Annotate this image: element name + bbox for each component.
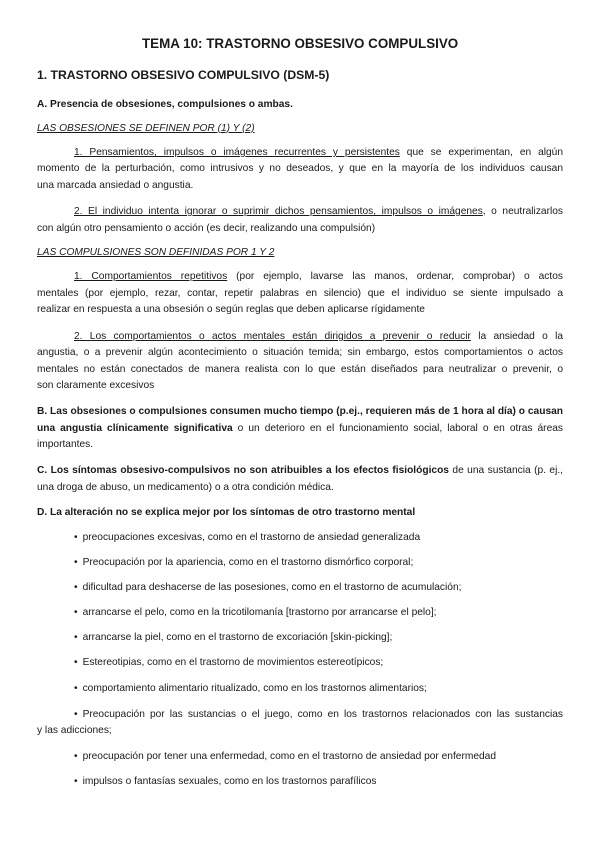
list-item-text: arrancarse el pelo, como en la tricotilomanía [trastorno por arrancarse el pelo];	[82, 607, 437, 618]
compulsion-2-line-3: mentales no están conectados de manera realista con lo que están diseñados para neutralizar o prevenir, o	[37, 364, 563, 375]
list-item-text: dificultad para deshacerse de las posesiones, como en el trastorno de acumulación;	[82, 582, 462, 593]
criterion-c-line-2: una droga de abuso, un medicamento) o a otra condición médica.	[37, 482, 334, 493]
list-item-text: comportamiento alimentario ritualizado, como en los trastornos alimentarios;	[82, 683, 427, 694]
bullet-dot: •	[74, 582, 78, 593]
compulsion-1-line-2: mentales (por ejemplo, rezar, contar, repetir palabras en silencio) que el individuo se siente impulsado a	[37, 288, 563, 299]
compulsion-2-rest: la ansiedad o la	[470, 331, 563, 342]
compulsion-2-line-4: son claramente excesivos	[37, 380, 155, 391]
list-item	[74, 531, 420, 545]
bullet-dot: •	[74, 532, 78, 543]
obsession-2-underlined: 2. El individuo intenta ignorar o suprimir dichos pensamientos, impulsos o imágenes	[74, 206, 483, 217]
list-item	[74, 656, 383, 670]
list-item	[74, 606, 436, 620]
compulsion-1-line-3: realizar en respuesta a una obsesión o según reglas que deben aplicarse rígidamente	[37, 304, 425, 315]
obsession-1-underlined: 1. Pensamientos, impulsos o imágenes recurrentes y persistentes	[74, 147, 400, 158]
criterion-b-line-3: importantes.	[37, 439, 94, 450]
obsession-2-line-2: con algún otro pensamiento o acción (es decir, realizando una compulsión)	[37, 223, 376, 234]
criterion-c-bold: C. Los síntomas obsesivo-compulsivos no son atribuibles a los efectos fisiológicos	[37, 465, 449, 476]
section-heading: 1. TRASTORNO OBSESIVO COMPULSIVO (DSM-5)	[37, 68, 330, 82]
obsession-1-rest: que se experimentan, en algún	[399, 147, 563, 158]
obsession-1-line-2: momento de la perturbación, como intrusivos y no deseados, y que en la mayoría de los individuos causan	[37, 163, 563, 174]
obsessions-heading: LAS OBSESIONES SE DEFINEN POR (1) Y (2)	[37, 123, 255, 134]
list-item	[74, 750, 496, 764]
criterion-c-line-1	[37, 464, 563, 478]
compulsion-1-line-1	[74, 270, 563, 284]
criterion-c-rest: de una sustancia (p. ej.,	[448, 465, 564, 476]
list-item-text: impulsos o fantasías sexuales, como en los trastornos parafílicos	[82, 776, 377, 787]
bullet-dot: •	[74, 632, 78, 643]
list-item	[74, 775, 376, 789]
compulsion-2-line-2: angustia, o a prevenir algún acontecimiento o situación temida; sin embargo, estos comportamientos o actos	[37, 347, 563, 358]
list-item	[74, 556, 413, 570]
list-item	[74, 682, 427, 696]
criterion-b-line-2	[37, 422, 563, 436]
criterion-b-line-1: B. Las obsesiones o compulsiones consumen mucho tiempo (p.ej., requieren más de 1 hora al día) o causan	[37, 406, 563, 417]
list-item-continuation: y las adicciones;	[37, 725, 112, 736]
list-item	[74, 708, 563, 722]
criterion-d: D. La alteración no se explica mejor por los síntomas de otro trastorno mental	[37, 507, 416, 518]
obsession-1-line-3: una marcada ansiedad o angustia.	[37, 180, 194, 191]
bullet-dot: •	[74, 751, 78, 762]
compulsion-1-rest: (por ejemplo, lavarse las manos, ordenar, comprobar) o actos	[227, 271, 563, 282]
list-item-text: preocupaciones excesivas, como en el trastorno de ansiedad generalizada	[82, 532, 421, 543]
compulsion-2-line-1	[74, 330, 563, 344]
compulsion-1-underlined: 1. Comportamientos repetitivos	[74, 271, 228, 282]
list-item-text: Preocupación por las sustancias o el juego, como en los trastornos relacionados con las sustancias	[82, 709, 563, 720]
obsession-1-line-1	[74, 146, 563, 160]
bullet-dot: •	[74, 607, 78, 618]
page-title: TEMA 10: TRASTORNO OBSESIVO COMPULSIVO	[142, 36, 459, 51]
bullet-dot: •	[74, 557, 78, 568]
bullet-dot: •	[74, 709, 78, 720]
obsession-2-rest: , o neutralizarlos	[482, 206, 563, 217]
criterion-b-bold: una angustia clínicamente significativa	[37, 423, 233, 434]
list-item	[74, 631, 392, 645]
compulsions-heading: LAS COMPULSIONES SON DEFINIDAS POR 1 Y 2	[37, 247, 275, 258]
obsession-2-line-1	[74, 205, 563, 219]
criterion-b-rest: o un deterioro en el funcionamiento social, laboral o en otras áreas	[232, 423, 563, 434]
list-item-text: arrancarse la piel, como en el trastorno de excoriación [skin-picking];	[82, 632, 393, 643]
list-item-text: preocupación por tener una enfermedad, como en el trastorno de ansiedad por enfermedad	[82, 751, 497, 762]
criterion-a: A. Presencia de obsesiones, compulsiones o ambas.	[37, 99, 293, 110]
list-item-text: Preocupación por la apariencia, como en el trastorno dismórfico corporal;	[82, 557, 414, 568]
list-item	[74, 581, 461, 595]
bullet-dot: •	[74, 657, 78, 668]
list-item-text: Estereotipias, como en el trastorno de movimientos estereotípicos;	[82, 657, 384, 668]
bullet-dot: •	[74, 776, 78, 787]
bullet-dot: •	[74, 683, 78, 694]
compulsion-2-underlined: 2. Los comportamientos o actos mentales están dirigidos a prevenir o reducir	[74, 331, 471, 342]
